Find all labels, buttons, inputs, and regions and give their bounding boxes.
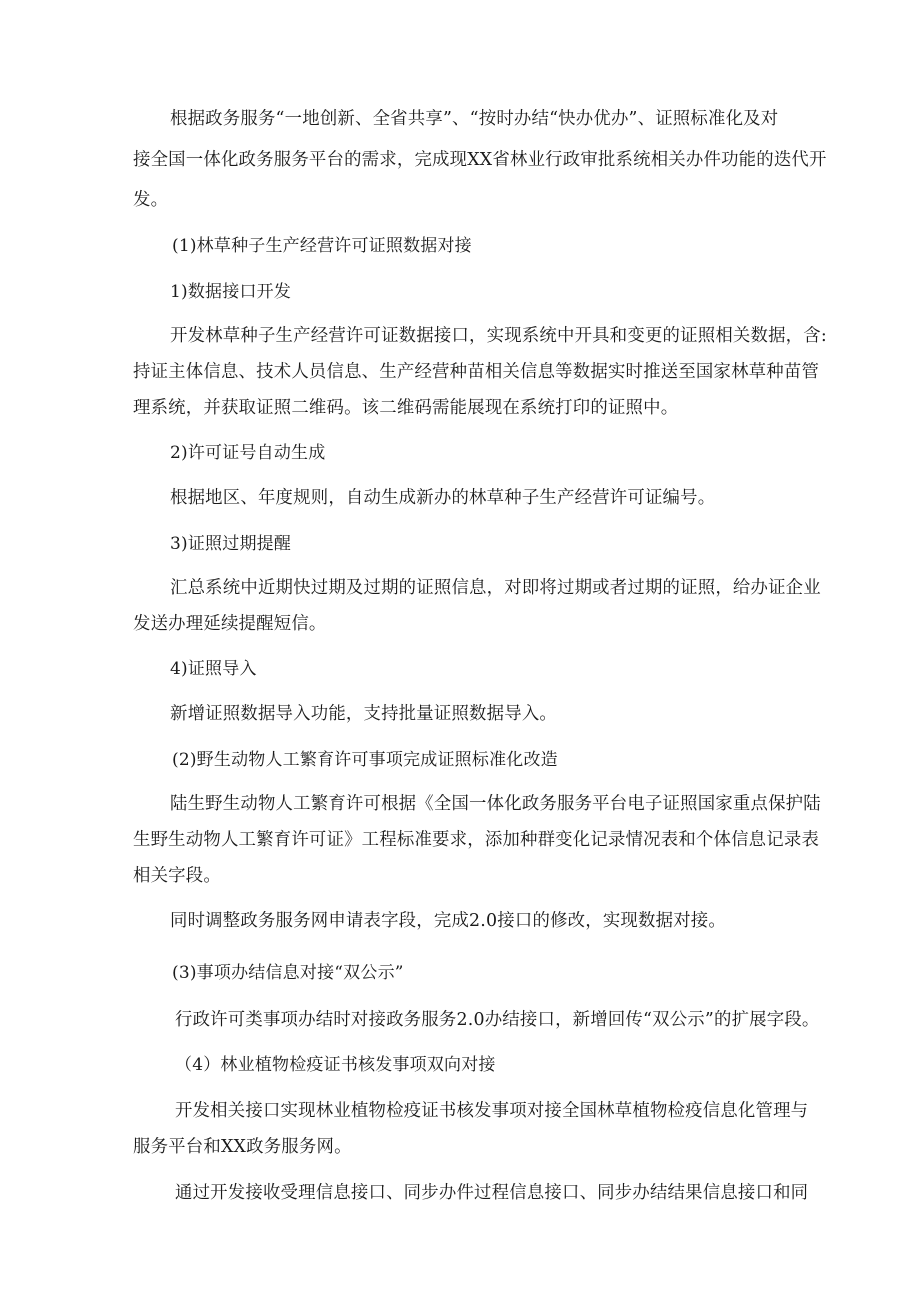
paragraph-line: 相关字段。: [133, 866, 221, 886]
item-heading: 2)许可证号自动生成: [170, 443, 326, 463]
paragraph-line: 根据政务服务“一地创新、全省共享”、“按时办结“快办优办”、证照标准化及对: [170, 109, 779, 129]
paragraph-line: 发。: [133, 190, 169, 210]
paragraph-line: 行政许可类事项办结时对接政务服务2.0办结接口，新增回传“双公示”的扩展字段。: [175, 1010, 820, 1030]
paragraph-line: 开发相关接口实现林业植物检疫证书核发事项对接全国林草植物检疫信息化管理与: [175, 1101, 809, 1121]
section-heading: (1)林草种子生产经营许可证照数据对接: [172, 236, 472, 256]
section-heading: (2)野生动物人工繁育许可事项完成证照标准化改造: [172, 750, 558, 770]
paragraph-line: 发送办理延续提醒短信。: [133, 614, 327, 634]
paragraph-line: 根据地区、年度规则，自动生成新办的林草种子生产经营许可证编号。: [170, 488, 716, 508]
paragraph-line: 新增证照数据导入功能，支持批量证照数据导入。: [170, 704, 557, 724]
paragraph-line: 服务平台和XX政务服务网。: [133, 1137, 352, 1157]
item-heading: 3)证照过期提醒: [170, 534, 292, 554]
paragraph-line: 陆生野生动物人工繁育许可根据《全国一体化政务服务平台电子证照国家重点保护陆: [170, 794, 821, 814]
paragraph-line: 通过开发接收受理信息接口、同步办件过程信息接口、同步办结结果信息接口和同: [175, 1183, 809, 1203]
paragraph-line: 理系统，并获取证照二维码。该二维码需能展现在系统打印的证照中。: [133, 398, 679, 418]
item-heading: 1)数据接口开发: [170, 282, 292, 302]
paragraph-line: 汇总系统中近期快过期及过期的证照信息，对即将过期或者过期的证照，给办证企业: [170, 578, 821, 598]
paragraph-line: 持证主体信息、技术人员信息、生产经营种苗相关信息等数据实时推送至国家林草种苗管: [133, 362, 820, 382]
paragraph-line: 生野生动物人工繁育许可证》工程标准要求，添加种群变化记录情况表和个体信息记录表: [133, 830, 820, 850]
section-heading: (3)事项办结信息对接“双公示”: [172, 963, 404, 983]
paragraph-line: 同时调整政务服务网申请表字段，完成2.0接口的修改，实现数据对接。: [170, 911, 726, 931]
item-heading: 4)证照导入: [170, 659, 257, 679]
paragraph-line: 接全国一体化政务服务平台的需求，完成现XX省林业行政审批系统相关办件功能的迭代开: [133, 150, 827, 170]
section-heading: （4）林业植物检疫证书核发事项双向对接: [175, 1055, 496, 1075]
paragraph-line: 开发林草种子生产经营许可证数据接口，实现系统中开具和变更的证照相关数据，含:: [170, 326, 827, 346]
